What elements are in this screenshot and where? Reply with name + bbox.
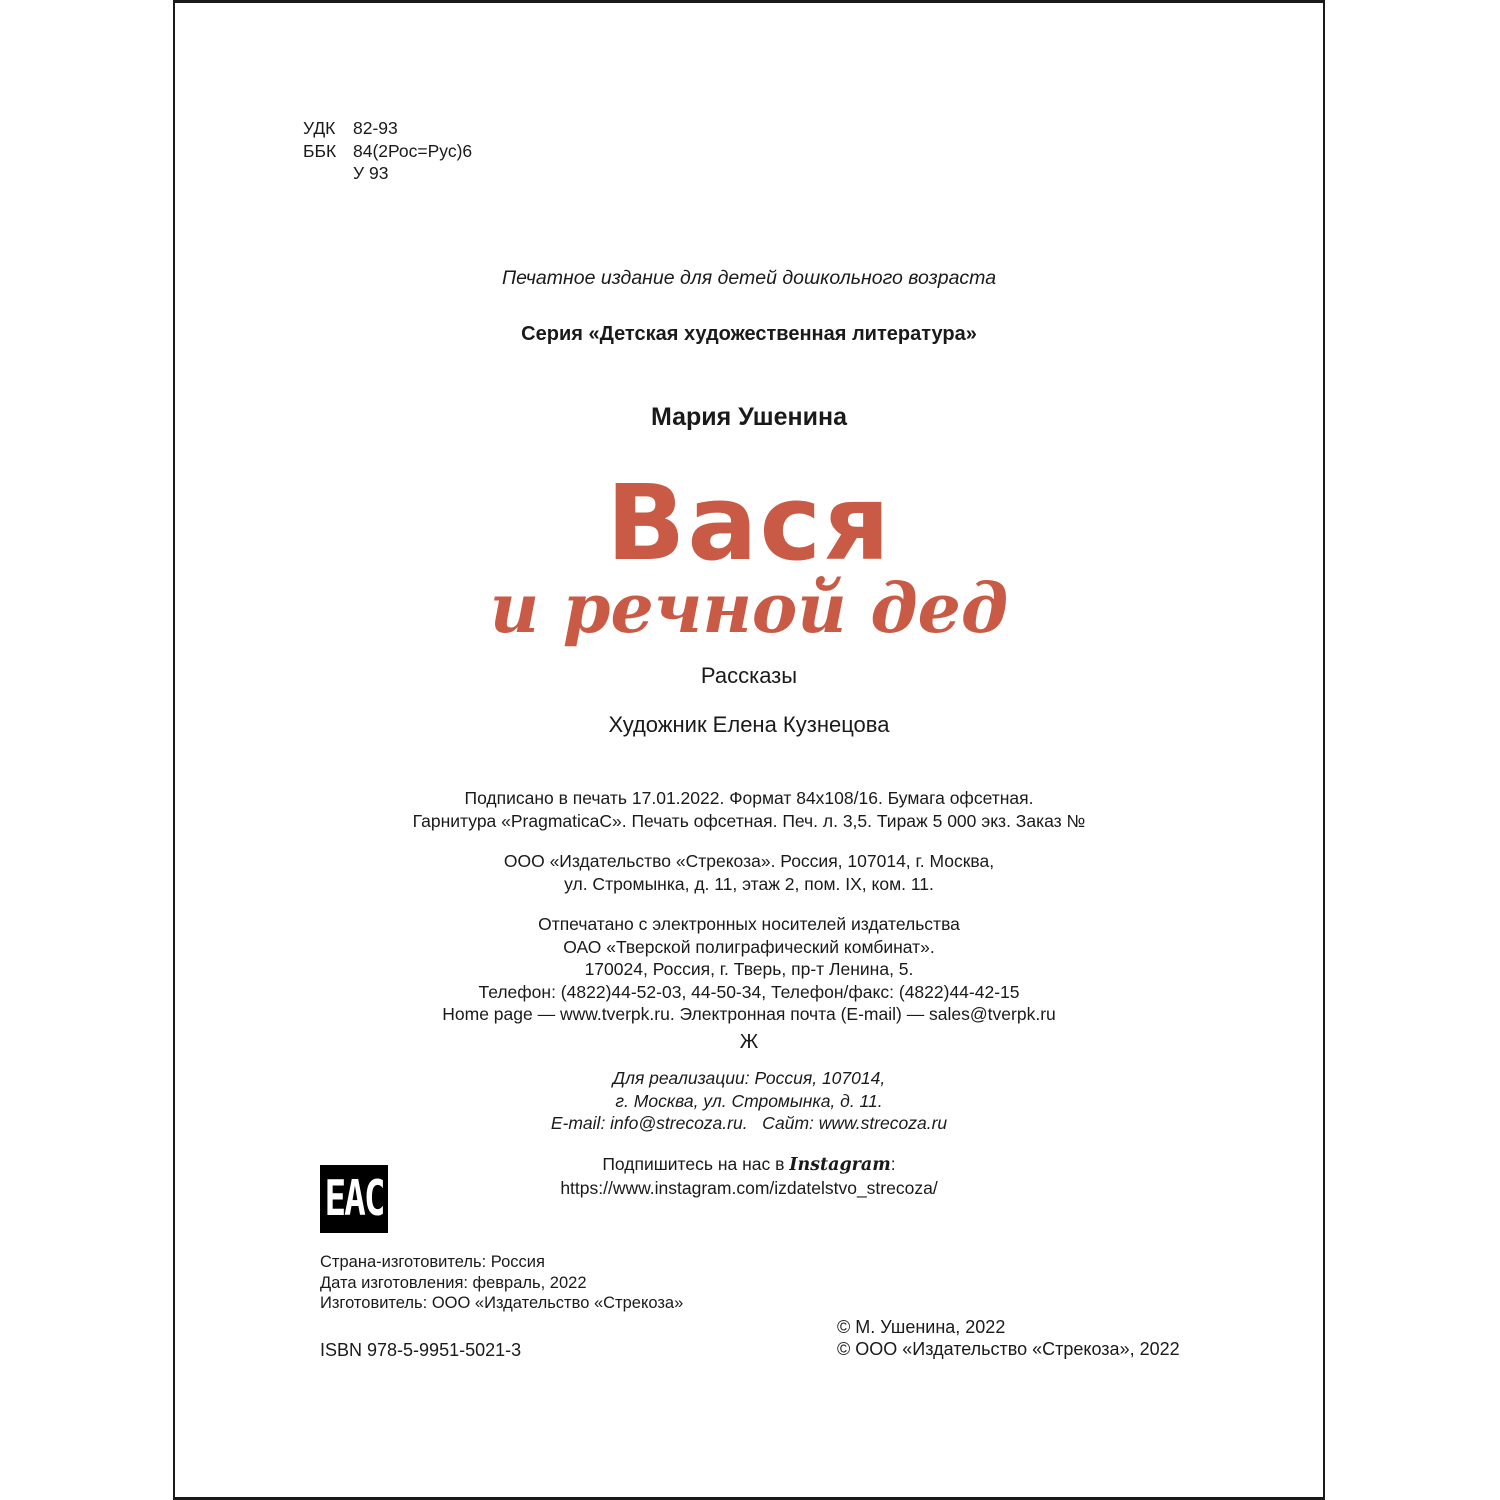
copyright-line: © ООО «Издательство «Стрекоза», 2022 [837, 1339, 1180, 1359]
distribution-info [175, 1067, 1323, 1135]
printer-logo-icon: Ж [739, 1031, 759, 1053]
imprint-line: Гарнитура «PragmaticaC». Печать офсетная. Печ. л. 3,5. Тираж 5 000 экз. Заказ № [412, 810, 1086, 831]
udk-row [303, 117, 472, 140]
series-title: Серия «Детская художественная литература» [521, 323, 977, 345]
instagram-invite: Подпишитесь на нас в Instagram: [602, 1154, 896, 1175]
distribution-line: E-mail: info@strecoza.ru. Сайт: www.strecoza.ru [550, 1113, 948, 1133]
audience-note: Печатное издание для детей дошкольного возраста [501, 267, 997, 289]
printer-line: 170024, Россия, г. Тверь, пр-т Ленина, 5. [584, 959, 914, 979]
distribution-line: Для реализации: Россия, 107014, [612, 1068, 886, 1088]
manufacturer-info [320, 1252, 683, 1314]
instagram-url: https://www.instagram.com/izdatelstvo_strecoza/ [560, 1177, 938, 1198]
book-title-main: Вася [606, 462, 892, 584]
printer-line: Телефон: (4822)44-52-03, 44-50-34, Телефон/факс: (4822)44-42-15 [478, 981, 1020, 1002]
manufacturer-name: Изготовитель: ООО «Издательство «Стрекоза» [320, 1294, 684, 1312]
bbk-key: ББК [303, 140, 337, 161]
author-mark: У 93 [353, 163, 389, 183]
isbn: ISBN 978-5-9951-5021-3 [320, 1340, 522, 1360]
printer-line: Отпечатано с электронных носителей издательства [538, 914, 960, 934]
bbk-row [303, 140, 472, 163]
publisher-line: ул. Стромынка, д. 11, этаж 2, пом. IX, ком. 11. [564, 873, 934, 894]
manufacturer-country: Страна-изготовитель: Россия [320, 1253, 545, 1271]
distribution-line: г. Москва, ул. Стромынка, д. 11. [615, 1090, 883, 1111]
printer-line: ОАО «Тверской полиграфический комбинат». [563, 936, 935, 957]
manufacturer-date: Дата изготовления: февраль, 2022 [320, 1273, 587, 1292]
eac-mark-icon: EAC [320, 1165, 388, 1233]
printer-info [175, 913, 1323, 1026]
publisher-address [175, 850, 1323, 895]
copyright-line: © М. Ушенина, 2022 [837, 1317, 1006, 1337]
genre-label: Рассказы [700, 663, 798, 688]
imprint-line: Подписано в печать 17.01.2022. Формат 84х108/16. Бумага офсетная. [464, 788, 1034, 808]
classification-codes [303, 117, 472, 185]
book-title-sub: и речной дед [489, 569, 1009, 649]
illustrator-credit: Художник Елена Кузнецова [608, 712, 890, 737]
imprint-page [173, 0, 1325, 1500]
bbk-value: 84(2Рос=Рус)6 [353, 140, 473, 161]
instagram-brand: Instagram [789, 1155, 891, 1175]
author-name: Мария Ушенина [650, 403, 848, 431]
udk-key: УДК [303, 118, 336, 138]
udk-value: 82-93 [353, 118, 398, 138]
copyright-notice [837, 1316, 1180, 1360]
printer-line: Home page — www.tverpk.ru. Электронная почта (E-mail) — sales@tverpk.ru [442, 1004, 1056, 1024]
imprint-details [175, 787, 1323, 832]
author-mark-row [303, 162, 472, 185]
publisher-line: ООО «Издательство «Стрекоза». Россия, 107014, г. Москва, [503, 851, 995, 871]
